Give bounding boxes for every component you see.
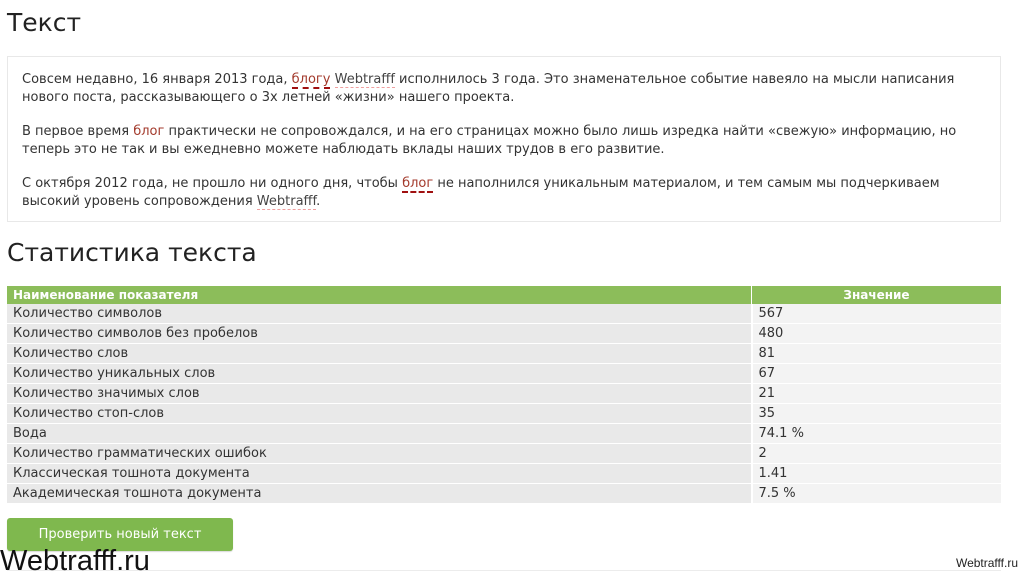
stat-name: Количество уникальных слов: [7, 364, 752, 384]
stat-name: Академическая тошнота документа: [7, 484, 752, 504]
error-word-blogu[interactable]: блогу: [291, 72, 331, 87]
paragraph-2-text-b: практически не сопровождался, и на его страницах можно было лишь изредка найти «свежую» информацию, но теперь это не так и вы ежедневно можете наблюдать вклады наших трудов в его развитие.: [22, 124, 957, 157]
paragraph-1-text-a: Совсем недавно, 16 января 2013 года,: [22, 72, 292, 87]
stat-value: 74.1 %: [752, 424, 1002, 444]
highlight-word-webtrafff-2[interactable]: Webtrafff: [256, 194, 317, 209]
stat-name: Количество стоп-слов: [7, 404, 752, 424]
table-row: [7, 384, 1001, 404]
paragraph-2-text-a: В первое время: [22, 124, 134, 139]
table-row: [7, 344, 1001, 364]
paragraph-2: [22, 123, 986, 159]
paragraph-3-text-a: С октября 2012 года, не прошло ни одного дня, чтобы: [22, 176, 403, 191]
stat-value: 567: [752, 304, 1002, 324]
text-content-box: [7, 56, 1001, 222]
stats-header-row: [7, 286, 1001, 304]
paragraph-1: [22, 71, 986, 107]
check-new-text-button[interactable]: Проверить новый текст: [7, 518, 233, 551]
table-row: [7, 324, 1001, 344]
stat-value: 2: [752, 444, 1002, 464]
table-row: [7, 304, 1001, 324]
stat-value: 35: [752, 404, 1002, 424]
stat-value: 1.41: [752, 464, 1002, 484]
paragraph-3-text-c: .: [316, 194, 321, 209]
column-header-name: Наименование показателя: [7, 286, 752, 304]
stat-name: Количество слов: [7, 344, 752, 364]
error-word-blog[interactable]: блог: [402, 176, 434, 191]
stat-name: Количество грамматических ошибок: [7, 444, 752, 464]
stat-name: Классическая тошнота документа: [7, 464, 752, 484]
stat-value: 81: [752, 344, 1002, 364]
table-row: [7, 484, 1001, 504]
watermark-left: Webtrafff.ru: [0, 545, 150, 577]
highlight-word-blog[interactable]: блог: [133, 124, 165, 139]
stat-name: Количество значимых слов: [7, 384, 752, 404]
stat-name: Вода: [7, 424, 752, 444]
stat-value: 67: [752, 364, 1002, 384]
stat-name: Количество символов: [7, 304, 752, 324]
bottom-divider: [7, 570, 1001, 571]
paragraph-1-text-c: исполнилось 3 года. Это знаменательное событие навеяло на мысли написания нового поста, рассказывающего о 3х летней «жизни» нашего проекта.: [22, 72, 955, 105]
column-header-value: Значение: [752, 286, 1002, 304]
table-row: [7, 444, 1001, 464]
stats-table: [7, 286, 1001, 504]
table-row: [7, 464, 1001, 484]
text-section-title: Текст: [7, 8, 82, 37]
watermark-right: Webtrafff.ru: [955, 556, 1018, 570]
stat-value: 21: [752, 384, 1002, 404]
table-row: [7, 364, 1001, 384]
stats-section-title: Статистика текста: [7, 238, 257, 267]
table-row: [7, 404, 1001, 424]
paragraph-3: [22, 175, 986, 211]
paragraph-1-text-b: [330, 72, 334, 87]
stat-value: 7.5 %: [752, 484, 1002, 504]
table-row: [7, 424, 1001, 444]
paragraph-3-text-b: не наполнился уникальным материалом, и тем самым мы подчеркиваем высокий уровень сопровождения: [22, 176, 940, 209]
highlight-word-webtrafff[interactable]: Webtrafff: [334, 72, 395, 87]
stat-value: 480: [752, 324, 1002, 344]
stat-name: Количество символов без пробелов: [7, 324, 752, 344]
